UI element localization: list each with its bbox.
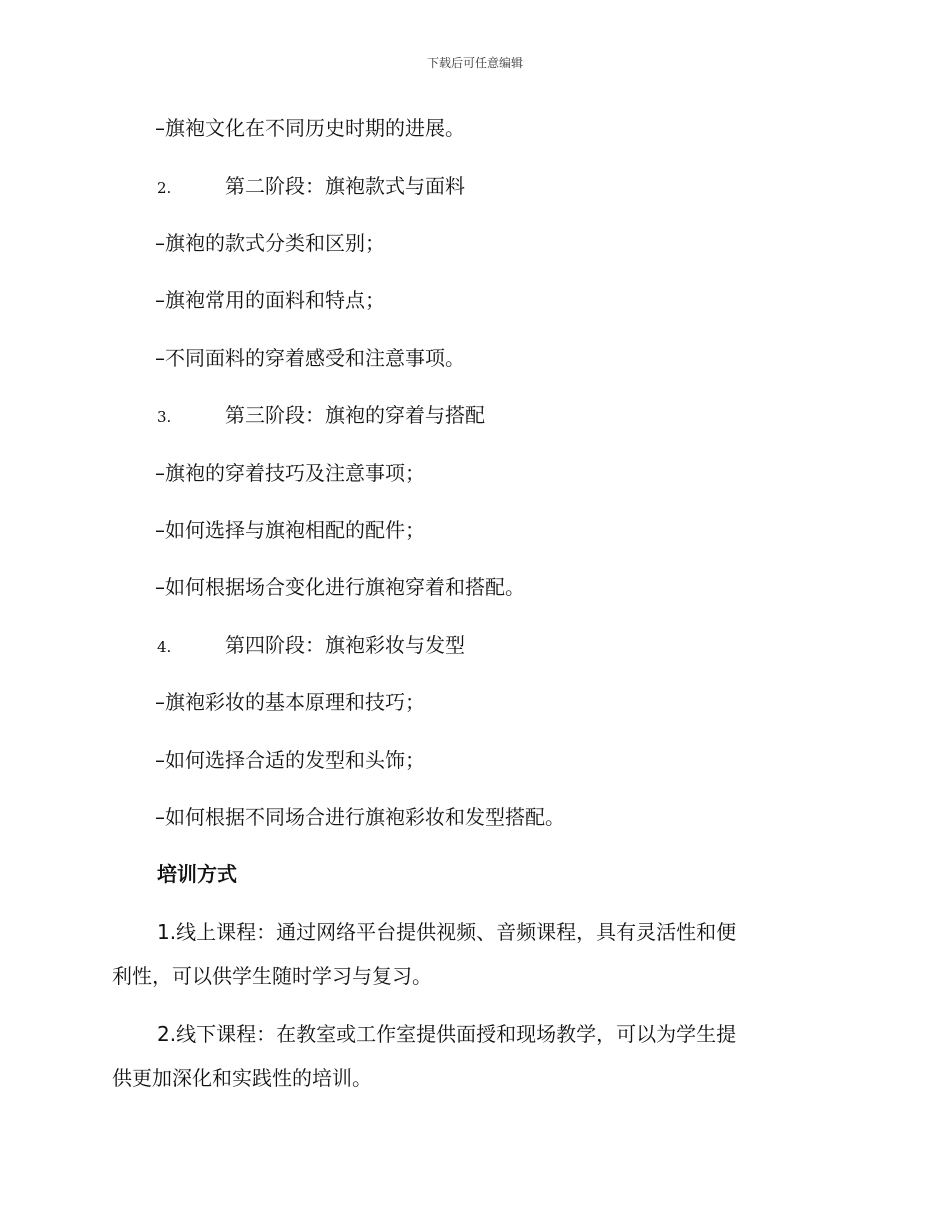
stage-heading-2: [157, 172, 465, 202]
method-text-continuation: 利性，可以供学生随时学习与复习。: [112, 964, 432, 988]
bullet-item: –如何根据场合变化进行旗袍穿着和搭配。: [155, 575, 525, 599]
training-method-2: [157, 1020, 736, 1048]
stage-title: 第四阶段：旗袍彩妆与发型: [225, 633, 465, 657]
list-number: 2.: [157, 179, 172, 197]
bullet-item: –旗袍的款式分类和区别；: [155, 231, 385, 255]
bullet-item: –不同面料的穿着感受和注意事项。: [155, 346, 465, 370]
list-number: 4.: [157, 638, 172, 656]
list-number: 2.: [157, 1022, 177, 1046]
bullet-item: –旗袍文化在不同历史时期的进展。: [155, 116, 465, 140]
bullet-item: –如何选择与旗袍相配的配件；: [155, 518, 425, 542]
bullet-item: –旗袍彩妆的基本原理和技巧；: [155, 690, 425, 714]
method-text-continuation: 供更加深化和实践性的培训。: [112, 1066, 372, 1090]
stage-title: 第二阶段：旗袍款式与面料: [225, 174, 465, 198]
stage-heading-3: [157, 401, 485, 431]
list-number: 1.: [157, 920, 177, 944]
method-text-line: 线上课程：通过网络平台提供视频、音频课程，具有灵活性和便: [176, 920, 737, 944]
section-heading-training: 培训方式: [157, 862, 237, 886]
training-method-1: [157, 918, 736, 946]
stage-heading-4: [157, 631, 465, 661]
method-text-line: 线下课程：在教室或工作室提供面授和现场教学，可以为学生提: [176, 1022, 737, 1046]
stage-title: 第三阶段：旗袍的穿着与搭配: [225, 403, 485, 427]
bullet-item: –旗袍的穿着技巧及注意事项；: [155, 461, 425, 485]
bullet-item: –如何选择合适的发型和头饰；: [155, 748, 425, 772]
bullet-item: –如何根据不同场合进行旗袍彩妆和发型搭配。: [155, 805, 565, 829]
list-number: 3.: [157, 408, 172, 426]
page-header: 下载后可任意编辑: [426, 56, 523, 70]
bullet-item: –旗袍常用的面料和特点；: [155, 288, 385, 312]
